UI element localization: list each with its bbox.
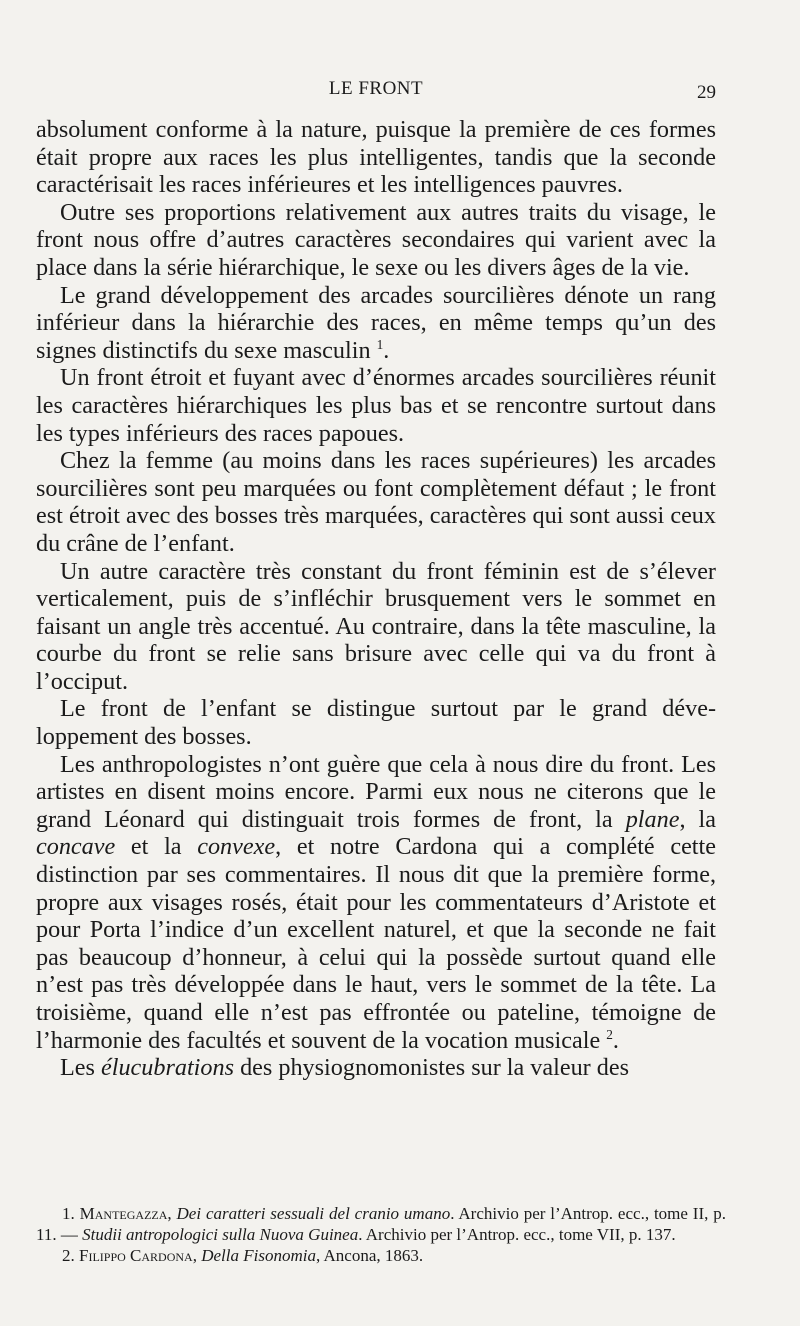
page-header [36,74,716,104]
footnote-text: , [192,1246,202,1265]
paragraph [36,751,716,1055]
footnote-2 [36,1245,726,1266]
paragraph: Un front étroit et fuyant avec d’énormes arcades sourcilières réunit les caractères hiérarchiques les plus bas et se rencontre surtout dans les types inférieurs des races papoues. [36,364,716,447]
paragraph-text: , et notre Cardona qui a complété cette distinction par ses commentaires. Il nous dit que la première forme, propre aux visages rosés, était pour les commentateurs d’Aristote et pour Porta l’indice d’un excellent naturel, et que la seconde ne fait pas beaucoup d’honneur, à celui qui la possède surtout quand elle n’est pas très développée dans le haut, vers le sommet de la tête. La troisième, quand elle n’est pas effrontée ou pateline, témoigne de l’harmonie des facultés et souvent de la vocation musicale [36,833,716,1054]
footnote-text: , Ancona, 1863. [315,1246,424,1265]
footnote-text: . Archivio per l’Antrop. ecc., tome II, p. 11. — [36,1204,726,1244]
running-head: LE FRONT [328,78,424,99]
paragraph [36,282,716,365]
paragraph-text: des physiognomonistes sur la valeur des [234,1054,630,1082]
footnote-title: Studii antropologici sulla Nuova Guinea [82,1225,359,1244]
footnote-1 [36,1203,726,1245]
paragraph: Un autre caractère très constant du front féminin est de s’élever verticalement, puis de s’infléchir brusquement vers le sommet en faisant un angle très accentué. Au contraire, dans la tête masculine, la courbe du front se relie sans brisure avec celle qui va du front à l’occiput. [36,557,716,695]
footnote-text: . Archivio per l’Antrop. ecc., tome VII, p. 137. [358,1225,676,1244]
footnote-author: Mantegazza [79,1204,168,1223]
paragraph: Le front de l’enfant se distingue surtout par le grand développement des bosses. [36,695,716,751]
paragraph-text: et la [115,833,198,861]
footnote-ref: 2 [606,1026,613,1042]
footnote-ref: 1 [376,336,384,352]
paragraph-text: , la [679,805,716,833]
paragraph: Chez la femme (au moins dans les races supérieures) les arcades sourcilières sont peu marquées ou font complètement défaut ; le front est étroit avec des bosses très marquées, caractères qui sont aussi ceux du crâne de l’enfant. [36,447,716,557]
italic-term: plane [625,805,680,833]
footnote-text: , [167,1204,177,1223]
footnote-title: Dei caratteri sessuali del cranio umano [176,1204,451,1223]
paragraph-text: . [612,1026,619,1054]
paragraph: Outre ses proportions relativement aux autres traits du visage, le front nous offre d’autres caractères secondaires qui varient avec la place dans la série hiérarchique, le sexe ou les divers âges de la vie. [36,198,716,281]
footnote-author: Filippo Cardona [79,1246,193,1265]
paragraph-text: Les [60,1054,101,1082]
footnote-number: 2. [62,1246,79,1265]
paragraph-text: Les anthropologistes n’ont guère que cela à nous dire du front. Les artistes en disent moins encore. Parmi eux nous ne citerons que le grand Léonard qui distinguait trois formes de front, la [36,750,716,833]
italic-term: concave [36,833,116,861]
page-number: 29 [697,82,716,103]
footnotes [36,1203,726,1266]
main-text [36,116,716,1082]
footnote-number: 1. [62,1204,80,1223]
paragraph: absolument conforme à la nature, puisque la première de ces formes était propre aux races les plus intelligentes, tandis que la seconde caractérisait les races inférieures et les intelligences pauvres. [36,116,716,199]
italic-term: élucubrations [100,1054,235,1082]
italic-term: convexe [197,833,276,861]
paragraph-text: Le grand développement des arcades sourcilières dénote un rang inférieur dans la hiérarchie des races, en même temps qu’un des signes distinctifs du sexe masculin [36,281,716,364]
paragraph [36,1054,716,1082]
footnote-title: Della Fisonomia [201,1246,316,1265]
paragraph-text: . [383,336,390,364]
